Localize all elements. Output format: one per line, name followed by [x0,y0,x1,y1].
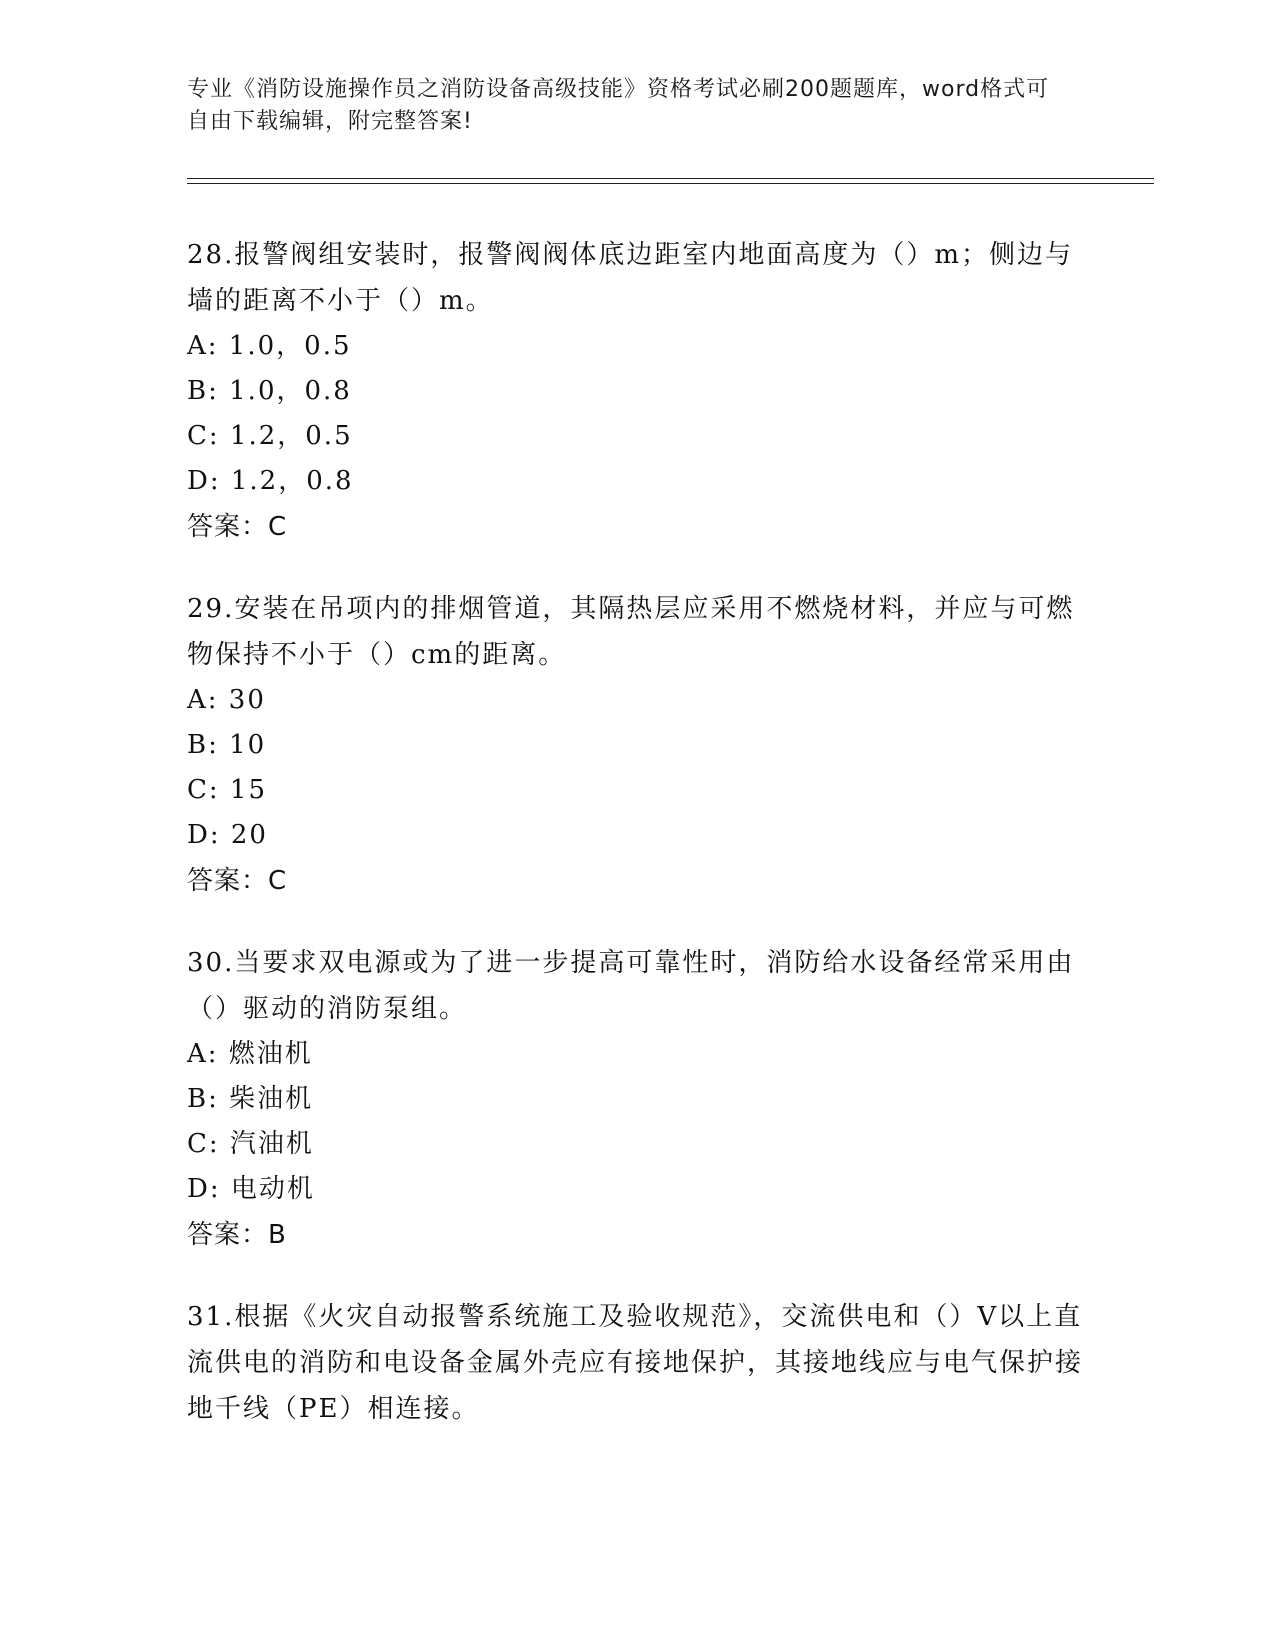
answer-line: 答案：B [187,1220,287,1250]
question-29 [187,586,1087,904]
option-d: D: 20 [187,820,268,850]
option-b: B: 1.0，0.8 [187,376,352,406]
option-a: A: 1.0，0.5 [187,331,352,361]
option-d: D: 1.2，0.8 [187,466,354,496]
question-30 [187,940,1087,1258]
question-text: 28.报警阀组安装时，报警阀阀体底边距室内地面高度为（）m；侧边与墙的距离不小于（）m。 [187,240,1074,316]
option-c: C: 15 [187,775,268,805]
question-list [187,232,1087,1468]
header-text: 专业《消防设施操作员之消防设备高级技能》资格考试必刷200题题库，word格式可自由下载编辑，附完整答案! [187,77,1050,134]
option-b: B: 10 [187,730,267,760]
answer-line: 答案：C [187,866,288,896]
header-divider-bottom [187,183,1154,184]
option-c: C: 汽油机 [187,1129,314,1159]
option-d: D: 电动机 [187,1174,315,1204]
question-text: 30.当要求双电源或为了进一步提高可靠性时，消防给水设备经常采用由（）驱动的消防泵组。 [187,948,1075,1024]
option-a: A: 30 [187,685,266,715]
question-text: 31.根据《火灾自动报警系统施工及验收规范》，交流供电和（）V以上直流供电的消防和电设备金属外壳应有接地保护，其接地线应与电气保护接地千线（PE）相连接。 [187,1302,1084,1424]
question-28 [187,232,1087,550]
document-header [187,74,1067,138]
question-31 [187,1294,1087,1432]
option-a: A: 燃油机 [187,1039,313,1069]
option-b: B: 柴油机 [187,1084,314,1114]
answer-line: 答案：C [187,512,288,542]
header-divider-top [187,178,1154,179]
question-text: 29.安装在吊项内的排烟管道，其隔热层应采用不燃烧材料，并应与可燃物保持不小于（）cm的距离。 [187,594,1075,670]
option-c: C: 1.2，0.5 [187,421,353,451]
